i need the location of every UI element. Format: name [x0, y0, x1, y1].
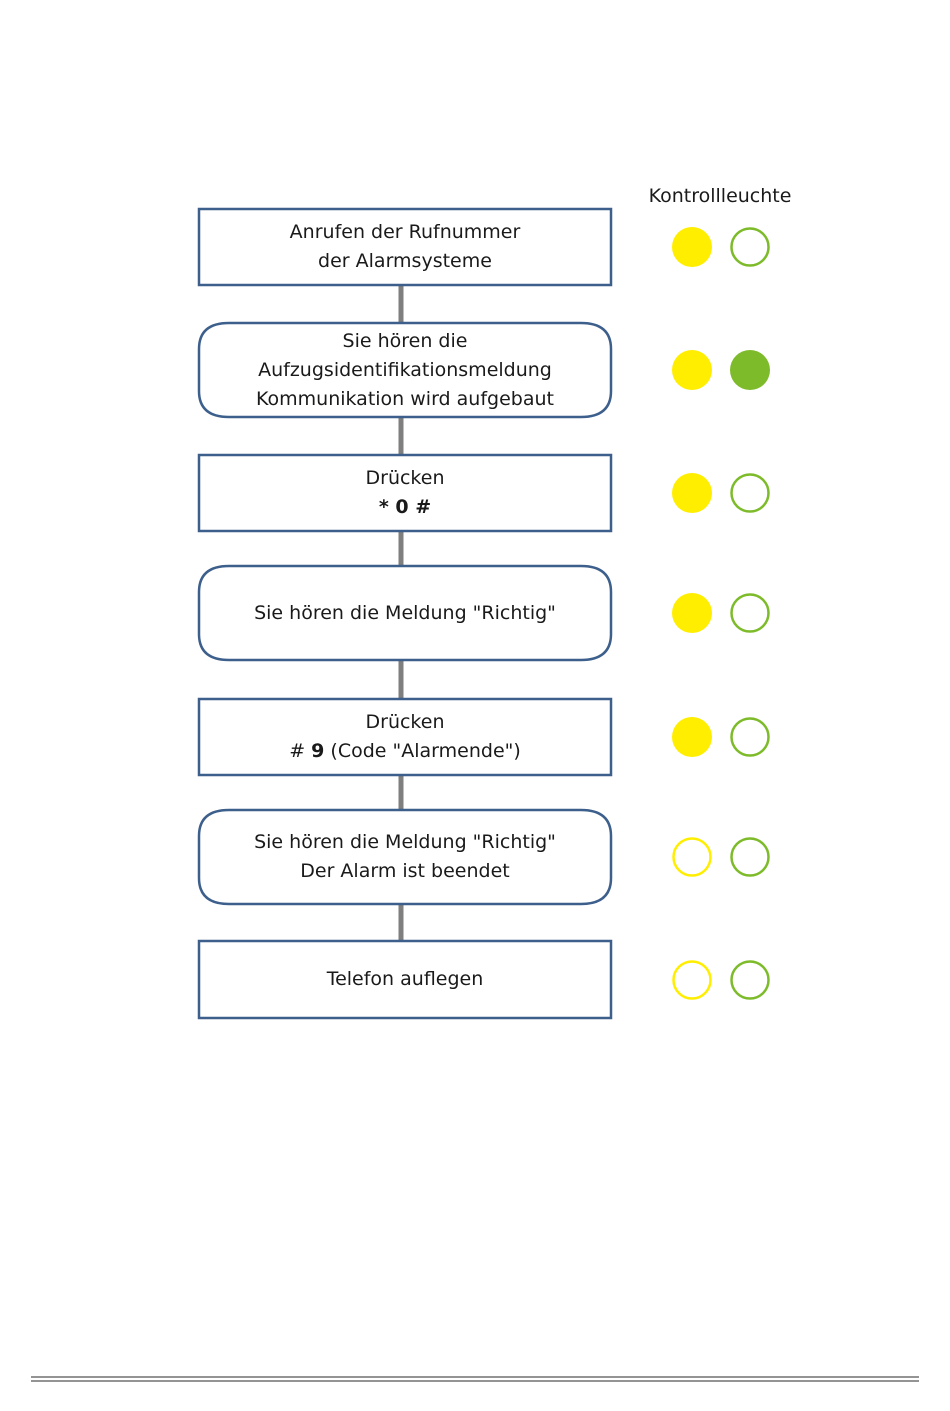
step-3-green-lamp-off: [732, 475, 769, 512]
step-3-text: [199, 455, 611, 531]
step-2-line-3: Kommunikation wird aufgebaut: [256, 387, 554, 410]
step-7-line-1: Telefon auflegen: [326, 968, 484, 990]
key-prefix: #: [289, 740, 312, 762]
step-1-green-lamp-off: [732, 229, 769, 266]
step-5-key-line: [289, 737, 521, 766]
step-2-yellow-lamp-on: [672, 350, 712, 390]
step-5-line-1: Drücken: [365, 711, 445, 733]
key-code: * 0 #: [378, 496, 432, 518]
step-3-yellow-lamp-on: [672, 473, 712, 513]
key-code: 9: [311, 740, 325, 762]
step-6-green-lamp-off: [732, 839, 769, 876]
step-7-green-lamp-off: [732, 962, 769, 999]
step-4-line-1: Sie hören die Meldung "Richtig": [254, 601, 556, 624]
key-suffix: (Code "Alarmende"): [324, 740, 521, 762]
step-7-text: [199, 941, 611, 1018]
step-2-text: [199, 323, 611, 417]
step-2-line-1: Sie hören die: [342, 329, 468, 352]
step-1-line-1: Anrufen der Rufnummer: [289, 221, 521, 243]
step-2-line-2: Aufzugsidentifikationsmeldung: [258, 358, 552, 381]
step-2-green-lamp-on: [730, 350, 770, 390]
step-5-text: [199, 699, 611, 775]
step-6-text: [199, 810, 611, 904]
legend-title: Kontrollleuchte: [648, 185, 792, 207]
step-1-text: [199, 209, 611, 285]
step-5-green-lamp-off: [732, 719, 769, 756]
step-3-line-1: Drücken: [365, 467, 445, 489]
step-6-yellow-lamp-off: [674, 839, 711, 876]
step-5-yellow-lamp-on: [672, 717, 712, 757]
step-7-yellow-lamp-off: [674, 962, 711, 999]
step-4-yellow-lamp-on: [672, 593, 712, 633]
step-4-green-lamp-off: [732, 595, 769, 632]
step-1-line-2: der Alarmsysteme: [318, 250, 492, 272]
step-6-line-1: Sie hören die Meldung "Richtig": [254, 831, 556, 853]
step-1-yellow-lamp-on: [672, 227, 712, 267]
step-6-line-2: Der Alarm ist beendet: [300, 860, 510, 882]
step-3-key-line: [379, 493, 431, 522]
step-4-text: [199, 566, 611, 660]
